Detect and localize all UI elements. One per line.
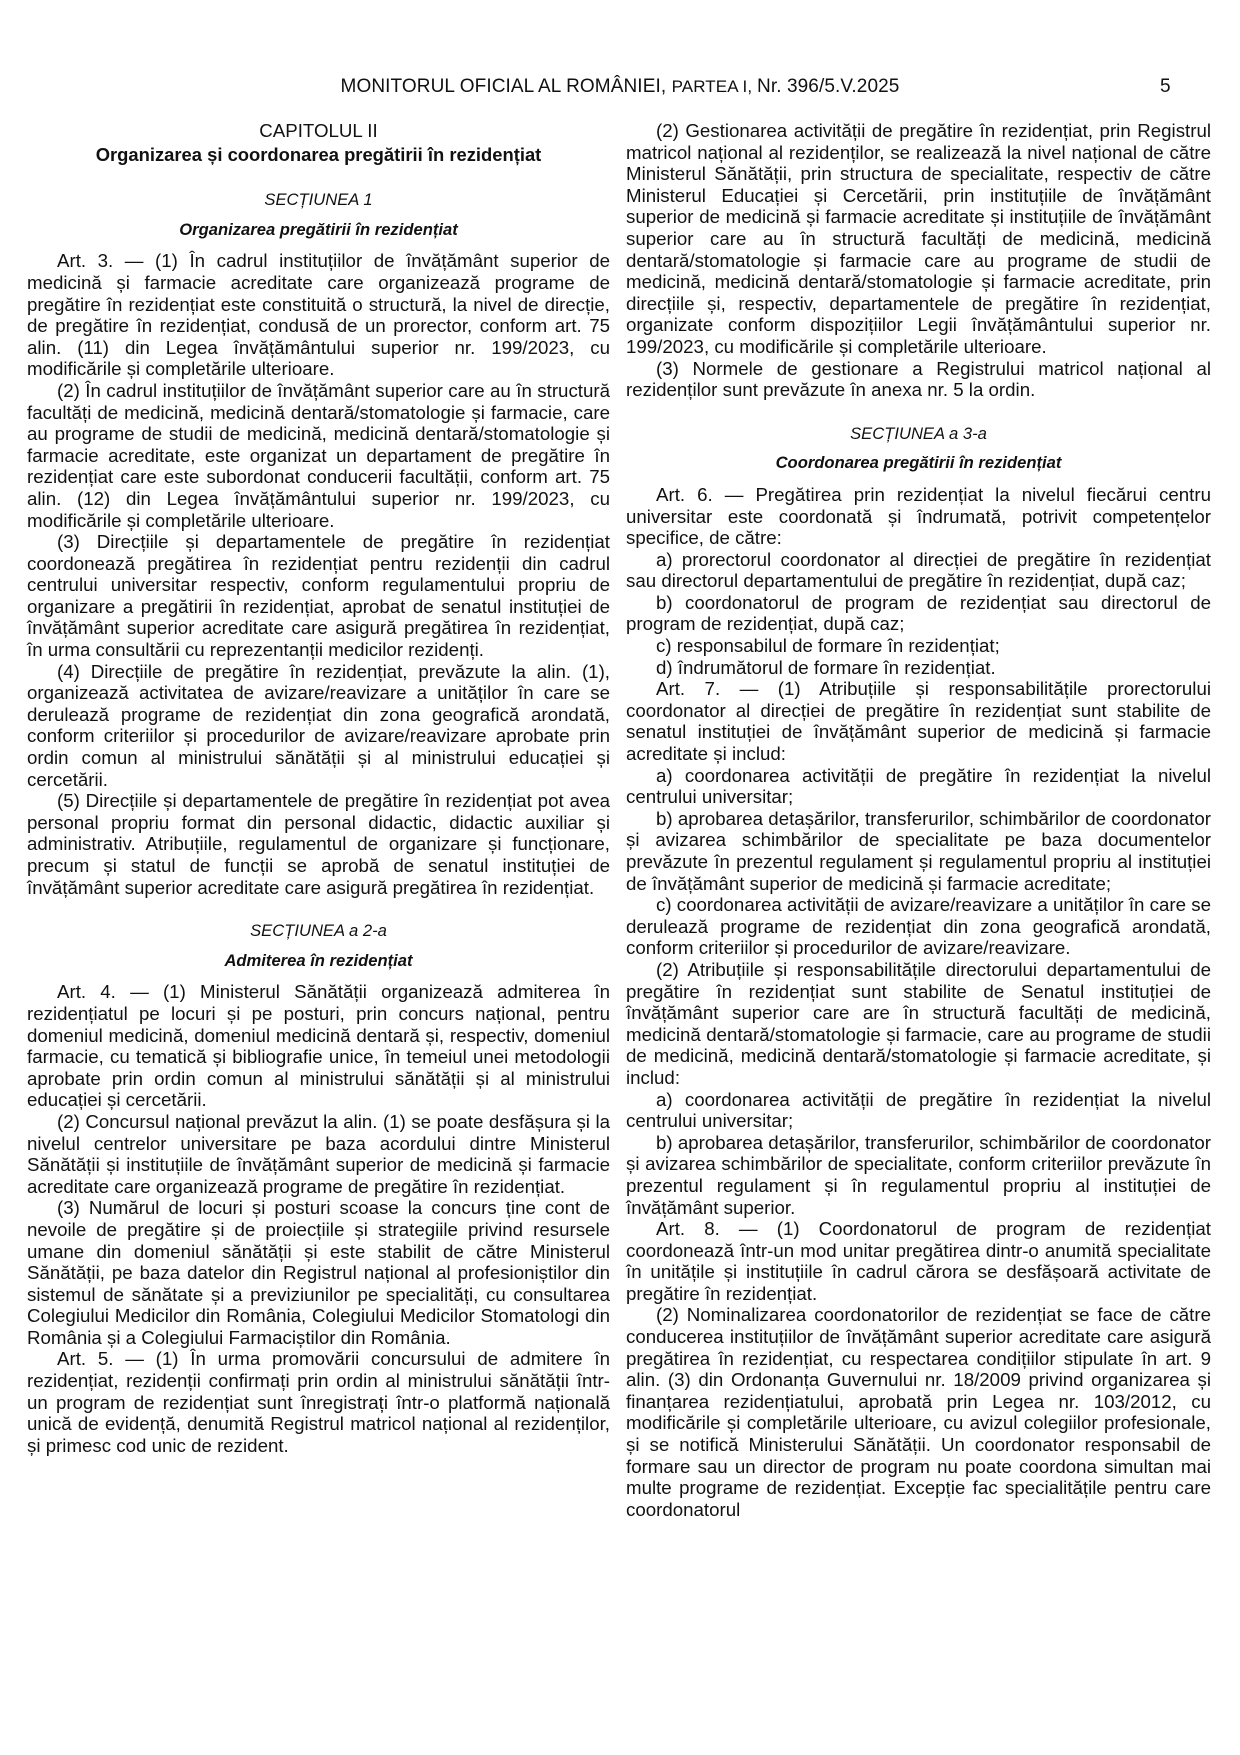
publication-name: MONITORUL OFICIAL AL ROMÂNIEI, <box>340 76 672 97</box>
paragraph: (2) Atribuțiile și responsabilitățile directorului departamentului de pregătire în rezidențiat sunt stabilite de Senatul instituției de învățământ superior care are în structură facultăți de medicină, medicină dentară/stomatologie și farmacie, care au programe de studii de medicină, medicină dentară/stomatologie și farmacie acreditate, și includ: <box>626 958 1211 1088</box>
section-title: SECȚIUNEA a 3-a <box>850 423 987 443</box>
page-number: 5 <box>1160 76 1171 97</box>
right-column <box>626 120 1211 1520</box>
publication-part: PARTEA I, <box>671 77 758 96</box>
list-item: a) prorectorul coordonator al direcției de pregătire în rezidențiat sau directorul departamentului de pregătire în rezidențiat, după caz; <box>626 548 1211 592</box>
paragraph: Art. 5. — (1) În urma promovării concursului de admitere în rezidențiat, rezidenții confirmați prin ordin al ministrului sănătății într-un program de rezidențiat sunt înregistrați într-o platformă națională unică de evidență, denumită Registrul matricol național al rezidenților, și primesc cod unic de rezident. <box>27 1348 610 1456</box>
section-title: SECȚIUNEA 1 <box>264 190 373 210</box>
page-header <box>0 76 1240 102</box>
publication-title <box>0 76 1240 98</box>
list-item: b) aprobarea detașărilor, transferurilor, schimbărilor de coordonator și avizarea schimbărilor de specialitate, conform criteriilor prevăzute în prezentul regulament și în regulamentul propriu al instituției de învățământ superior. <box>626 1131 1211 1218</box>
chapter-subtitle: Organizarea și coordonarea pregătirii în rezidențiat <box>95 143 542 165</box>
publication-number: Nr. 396/5.V.2025 <box>757 76 900 97</box>
list-item: b) aprobarea detașărilor, transferurilor, schimbărilor de coordonator și avizarea schimbărilor de specialitate pe baza documentelor prevăzute în prezentul regulament și regulamentul propriu al instituției de învățământ superior de medicină și farmacie acreditate; <box>626 807 1211 894</box>
paragraph: (2) Concursul național prevăzut la alin. (1) se poate desfășura și la nivelul centrelor universitare pe baza acordului dintre Ministerul Sănătății și instituțiile de învățământ superior de medicină și farmacie acreditate care organizează programe de pregătire în rezidențiat. <box>27 1110 610 1197</box>
paragraph: Art. 7. — (1) Atribuțiile și responsabilitățile prorectorului coordonator al direcției de pregătire în rezidențiat sunt stabilite de senatul instituției de învățământ superior de medicină și farmacie acreditate și includ: <box>626 678 1211 765</box>
paragraph: (2) Gestionarea activității de pregătire în rezidențiat, prin Registrul matricol național al rezidenților, se realizează la nivel național de către Ministerul Sănătății, prin structura de specialitate, respectiv de către Ministerul Educației și Cercetării, prin instituțiile de învățământ superior de medicină și farmacie acreditate și instituțiile de învățământ superior care au în structură facultăți de medicină, medicină dentară/stomatologie și farmacie care au programe de studii de medicină, medicină dentară/stomatologie și farmacie acreditate, prin direcțiile și, respectiv, departamentele de pregătire în rezidențiat, organizate conform dispozițiilor Legii învățământului superior nr. 199/2023, cu modificările și completările ulterioare. <box>626 120 1211 357</box>
chapter-title: CAPITOLUL II <box>259 120 378 141</box>
section-subtitle: Organizarea pregătirii în rezidențiat <box>179 219 458 239</box>
paragraph: (2) În cadrul instituțiilor de învățământ superior care au în structură facultăți de medicină, medicină dentară/stomatologie și farmacie, care au programe de studii de medicină, medicină dentară/stomatologie și farmacie acreditate, este organizat un departament de pregătire în rezidențiat care este subordonat conducerii facultății, conform art. 75 alin. (12) din Legea învățământului superior nr. 199/2023, cu modificările și completările ulterioare. <box>27 379 610 531</box>
paragraph: Art. 6. — Pregătirea prin rezidențiat la nivelul fiecărui centru universitar este coordonată și îndrumată, potrivit competențelor specifice, de către: <box>626 483 1211 549</box>
paragraph: (3) Normele de gestionare a Registrului matricol național al rezidenților sunt prevăzute în anexa nr. 5 la ordin. <box>626 357 1211 401</box>
section-subtitle: Admiterea în rezidențiat <box>224 950 413 970</box>
paragraph: (2) Nominalizarea coordonatorilor de rezidențiat se face de către conducerea instituțiilor de învățământ superior acreditate care asigură pregătirea în rezidențiat, cu respectarea condițiilor stipulate în art. 9 alin. (3) din Ordonanța Guvernului nr. 18/2009 privind organizarea și finanțarea rezidențiatului, aprobată prin Legea nr. 103/2012, cu modificările și completările ulterioare, cu avizul colegiilor profesionale, și se notifică Ministerului Sănătății. Un coordonator responsabil de formare sau un director de program nu poate coordona simultan mai multe programe de rezidențiat. Excepție fac specialitățile pentru care coordonatorul <box>626 1304 1211 1520</box>
list-item: a) coordonarea activității de pregătire în rezidențiat la nivelul centrului universitar; <box>626 1088 1211 1132</box>
list-item: b) coordonatorul de program de rezidențiat sau directorul de program de rezidențiat, după caz; <box>626 591 1211 635</box>
paragraph: (5) Direcțiile și departamentele de pregătire în rezidențiat pot avea personal propriu format din personal didactic, didactic auxiliar și administrativ. Atribuțiile, regulamentul de organizare și funcționare, precum și statul de funcții se aprobă de senatul instituției de învățământ superior acreditate care asigură pregătirea în rezidențiat. <box>27 790 610 898</box>
paragraph: Art. 8. — (1) Coordonatorul de program de rezidențiat coordonează într-un mod unitar pregătirea dintr-o anumită specialitate în unitățile și instituțiile în cadrul cărora se desfășoară activitate de pregătire în rezidențiat. <box>626 1218 1211 1304</box>
paragraph: (3) Numărul de locuri și posturi scoase la concurs ține cont de nevoile de pregătire și de proiecțiile și strategiile privind resursele umane din domeniul sănătății și este stabilit de către Ministerul Sănătății, pe baza datelor din Registrul național al profesioniștilor din sistemul de sănătate și a previziunilor pe specialități, cu consultarea Colegiului Medicilor din România, Colegiului Medicilor Stomatologi din România și a Colegiului Farmaciștilor din România. <box>27 1197 610 1348</box>
paragraph: Art. 4. — (1) Ministerul Sănătății organizează admiterea în rezidențiatul pe locuri și pe posturi, prin concurs național, pentru domeniul medicină, domeniul medicină dentară și, respectiv, domeniul farmacie, cu tematică și bibliografie unice, în temeiul unei metodologii aprobate prin ordin comun al ministrului sănătății și al ministrului educației și cercetării. <box>27 981 610 1111</box>
list-item: d) îndrumătorul de formare în rezidențiat. <box>656 656 996 678</box>
section-subtitle: Coordonarea pregătirii în rezidențiat <box>775 453 1062 473</box>
list-item: c) coordonarea activității de avizare/reavizare a unităților în care se derulează programe de rezidențiat din zona geografică arondată, conform criteriilor și procedurilor de avizare/reavizare. <box>626 894 1211 959</box>
list-item: c) responsabilul de formare în rezidențiat; <box>656 635 1000 657</box>
paragraph: (4) Direcțiile de pregătire în rezidențiat, prevăzute la alin. (1), organizează activitatea de avizare/reavizare a unităților în care se derulează programe de rezidențiat din zona geografică arondată, conform criteriilor și procedurilor de avizare/reavizare aprobate prin ordin comun al ministrului sănătății și al ministrului educației și cercetării. <box>27 660 610 790</box>
paragraph: Art. 3. — (1) În cadrul instituțiilor de învățământ superior de medicină și farmacie acreditate care organizează programe de pregătire în rezidențiat este constituită o structură, la nivel de direcție, de pregătire în rezidențiat, condusă de un prorector, conform art. 75 alin. (11) din Legea învățământului superior nr. 199/2023, cu modificările și completările ulterioare. <box>27 250 610 380</box>
left-column <box>27 120 610 1456</box>
paragraph: (3) Direcțiile și departamentele de pregătire în rezidențiat coordonează pregătirea în rezidențiat pentru rezidenții din cadrul centrului universitar respectiv, conform regulamentului propriu de organizare a pregătirii în rezidențiat, aprobat de senatul instituției de învățământ superior acreditate care asigură pregătirea în rezidențiat, în urma consultării cu reprezentanții medicilor rezidenți. <box>27 531 610 661</box>
section-title: SECȚIUNEA a 2-a <box>250 921 387 941</box>
list-item: a) coordonarea activității de pregătire în rezidențiat la nivelul centrului universitar; <box>626 764 1211 808</box>
